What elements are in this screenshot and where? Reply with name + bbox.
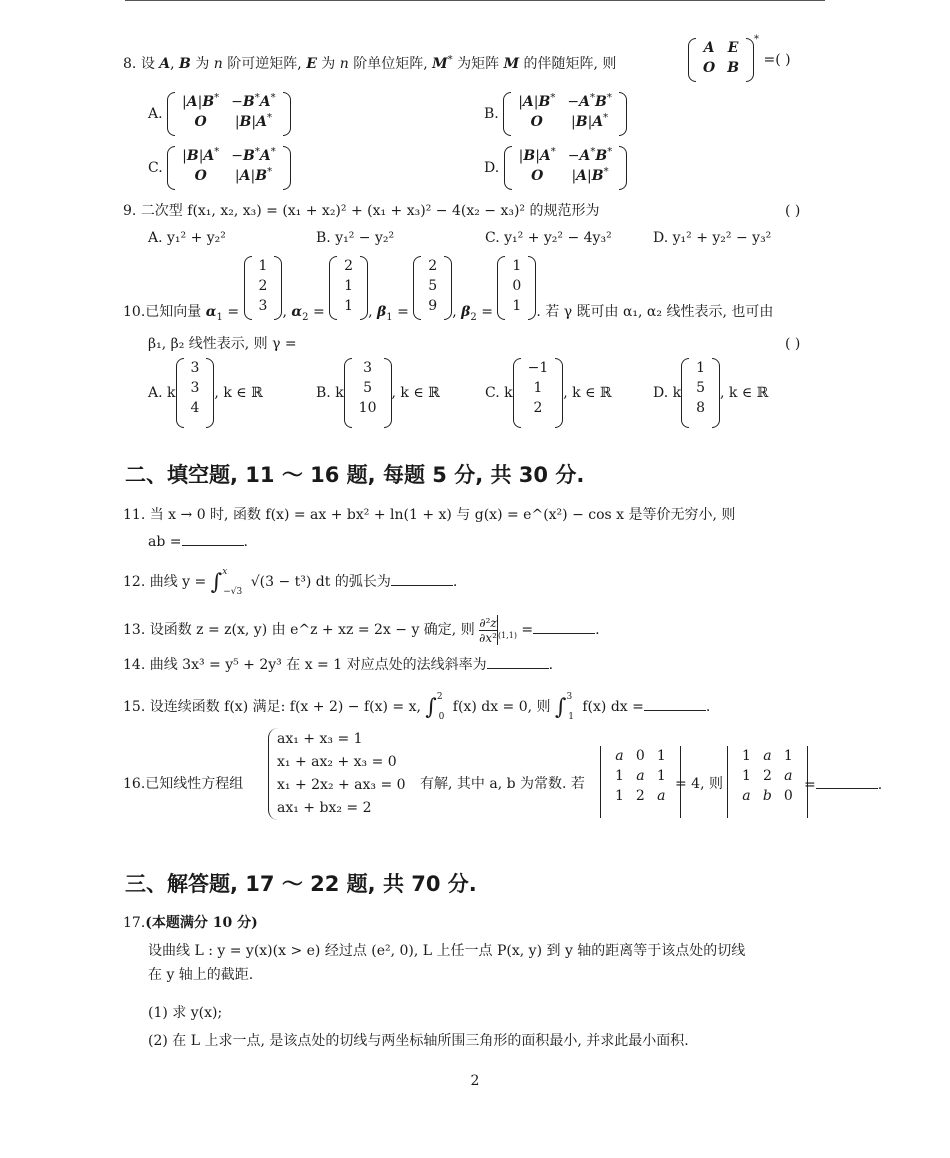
answer-blank[interactable] [533, 621, 595, 634]
question-17-part2: (2) 在 L 上求一点, 是该点处的切线与两坐标轴所围三角形的面积最小, 并求此最小面积. [148, 1033, 689, 1049]
linear-system: ax₁ + x₃ = 1 x₁ + ax₂ + x₃ = 0 x₁ + 2x₂ + ax₃ = 0 ax₁ + bx₂ = 2 [268, 728, 406, 820]
q8-option-a: A. |A|B* −B*A* O |B|A* [148, 92, 291, 136]
question-14: 14. 曲线 3x³ = y⁵ + 2y³ 在 x = 1 对应点处的法线斜率为 . [123, 657, 554, 673]
question-12: 12. 曲线 y = ∫$^x_{-√3}$ √(3 − t³) dt 的弧长为 . [123, 567, 458, 597]
question-17-header: 17.(本题满分 10 分) [123, 915, 258, 931]
question-10: 10.已知向量 $\alpha_1$ = 1 2 3 , $\alpha_2$ = 2 1 1 , $\beta_1$ = 2 5 9 , $\beta_2$ = 1 0 1 . 若 γ 既可由 α₁, α₂ 线性表示, 也可由 [123, 258, 774, 323]
question-13: 13. 设函数 z = z(x, y) 由 e^z + xz = 2x − y 确定, 则 $\frac{\text{∂²z}}{\text{∂x²}}$ $_{(1,1)}$ = . [123, 615, 600, 645]
answer-blank[interactable] [391, 573, 453, 586]
question-15: 15. 设连续函数 f(x) 满足: f(x + 2) − f(x) = x, ∫$^2_0$ f(x) dx = 0, 则 ∫$^3_1$ f(x) dx = . [123, 692, 711, 722]
q10-option-c: C. k −1 1 2 , k ∈ ℝ [485, 358, 612, 428]
question-11-line2: ab = . [148, 534, 248, 550]
q8-option-c: C. |B|A* −B*A* O |A|B* [148, 146, 291, 190]
answer-blank[interactable] [487, 656, 549, 669]
determinant-1: a 0 1 1 a 1 1 2 a [600, 746, 681, 818]
question-16-text: 有解, 其中 a, b 为常数. 若 [420, 776, 585, 792]
question-16-answer: = . [804, 777, 883, 793]
answer-blank[interactable] [182, 533, 244, 546]
question-9-text: 二次型 f(x₁, x₂, x₃) = (x₁ + x₂)² + (x₁ + x₃)² − 4(x₂ − x₃)² 的规范形为 [140, 203, 600, 219]
question-17-line2: 在 y 轴上的截距. [148, 967, 254, 983]
question-17-line1: 设曲线 L : y = y(x)(x > e) 经过点 (e², 0), L 上任一点 P(x, y) 到 y 轴的距离等于该点处的切线 [148, 943, 746, 959]
answer-blank[interactable] [816, 776, 878, 789]
q8-option-b: B. |A|B* −A*B* O |B|A* [484, 92, 627, 136]
q9-option-d: D. y₁² + y₂² − y₃² [653, 230, 772, 246]
q9-option-c: C. y₁² + y₂² − 4y₃² [485, 230, 612, 246]
q8-option-d: D. |B|A* −A*B* O |A|B* [484, 146, 627, 190]
q9-option-a: A. y₁² + y₂² [148, 230, 226, 246]
page-number: 2 [470, 1073, 480, 1089]
q10-option-a: A. k 3 3 4 , k ∈ ℝ [148, 358, 263, 428]
q9-option-b: B. y₁² − y₂² [316, 230, 395, 246]
determinant-2: 1 a 1 1 2 a a b 0 [727, 746, 808, 818]
question-number: 8. [123, 56, 137, 72]
answer-paren: ( ) [785, 203, 801, 219]
question-11: 11. 当 x → 0 时, 函数 f(x) = ax + bx² + ln(1 + x) 与 g(x) = e^(x²) − cos x 是等价无穷小, 则 [123, 507, 736, 523]
section-heading-fill-in: 二、填空题, 11 ～ 16 题, 每题 5 分, 共 30 分. [125, 463, 585, 487]
q10-option-b: B. k 3 5 10 , k ∈ ℝ [316, 358, 440, 428]
answer-blank[interactable] [644, 698, 706, 711]
question-8-text: 设 A, B 为 n 阶可逆矩阵, E 为 n 阶单位矩阵, M* 为矩阵 M 的伴随矩阵, 则 [140, 54, 617, 72]
question-10-line2: β₁, β₂ 线性表示, 则 γ = [148, 336, 297, 352]
question-9: 9. 二次型 f(x₁, x₂, x₃) = (x₁ + x₂)² + (x₁ + x₃)² − 4(x₂ − x₃)² 的规范形为 [123, 203, 600, 219]
question-16-label: 16.已知线性方程组 [123, 776, 244, 792]
answer-paren: ( ) [785, 336, 801, 352]
section-heading-answers: 三、解答题, 17 ～ 22 题, 共 70 分. [125, 872, 477, 896]
question-17-part1: (1) 求 y(x); [148, 1005, 223, 1021]
question-8 [123, 56, 616, 73]
q10-option-d: D. k 1 5 8 , k ∈ ℝ [653, 358, 768, 428]
top-rule [125, 0, 825, 4]
question-8-matrix: A E O B * =( ) [688, 38, 791, 82]
